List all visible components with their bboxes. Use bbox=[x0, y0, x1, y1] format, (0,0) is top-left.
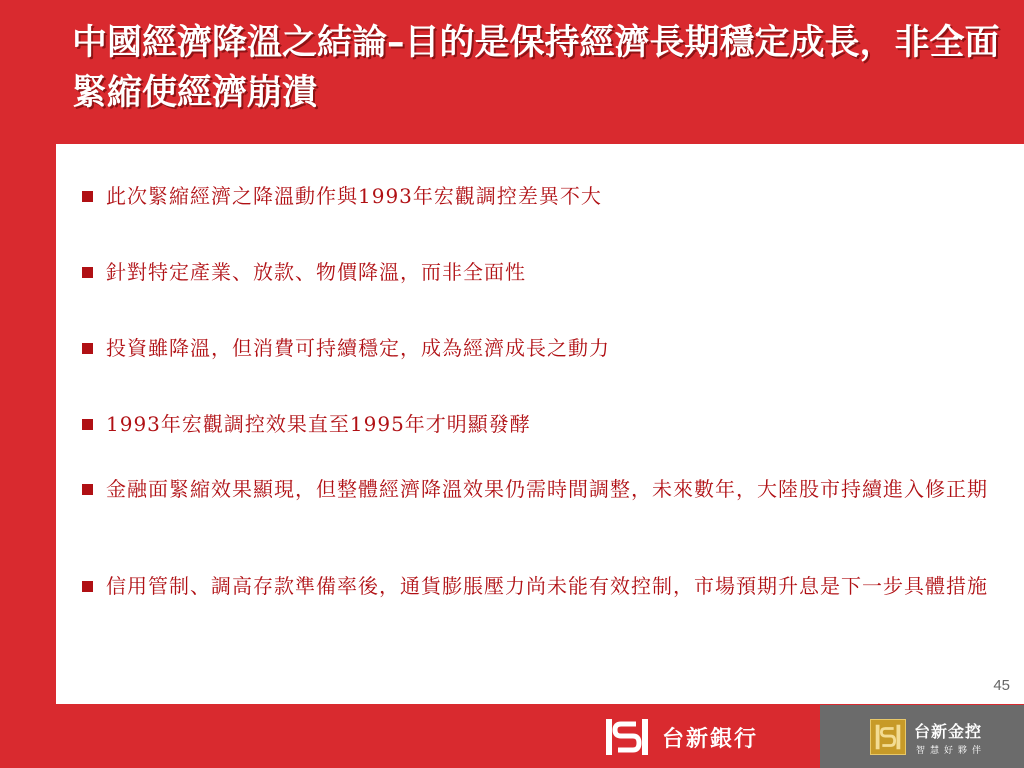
bullet-item bbox=[82, 471, 1002, 508]
bullet-text: 針對特定產業、放款、物價降溫，而非全面性 bbox=[106, 260, 526, 284]
bullet-item bbox=[82, 568, 1002, 605]
holding-brand bbox=[820, 705, 1024, 768]
bank-brand bbox=[604, 715, 758, 759]
slide-title: 中國經濟降溫之結論–目的是保持經濟長期穩定成長，非全面緊縮使經濟崩潰 bbox=[72, 23, 1000, 113]
bullet-text: 1993年宏觀調控效果直至1995年才明顯發酵 bbox=[106, 412, 531, 436]
square-bullet-icon bbox=[82, 581, 93, 592]
bullet-item bbox=[82, 254, 1002, 291]
holding-slogan: 智慧好夥伴 bbox=[916, 746, 987, 756]
square-bullet-icon bbox=[82, 419, 93, 430]
holding-name: 台新金控 bbox=[914, 722, 983, 741]
bullet-list bbox=[56, 144, 1024, 704]
square-bullet-icon bbox=[82, 343, 93, 354]
bullet-text: 金融面緊縮效果顯現，但整體經濟降溫效果仍需時間調整，未來數年，大陸股市持續進入修正期 bbox=[106, 477, 988, 501]
bullet-item bbox=[82, 406, 1002, 443]
bullet-item bbox=[82, 330, 1002, 367]
content-panel bbox=[56, 144, 1024, 704]
bank-name: 台新銀行 bbox=[662, 726, 759, 752]
page-number: 45 bbox=[993, 677, 1010, 694]
taishin-logo-icon bbox=[604, 717, 650, 757]
taishin-holding-logo-icon bbox=[870, 719, 906, 755]
bullet-text: 此次緊縮經濟之降溫動作與1993年宏觀調控差異不大 bbox=[106, 184, 602, 208]
bullet-item bbox=[82, 178, 1002, 215]
bullet-text: 信用管制、調高存款準備率後，通貨膨脹壓力尚未能有效控制，市場預期升息是下一步具體措施 bbox=[106, 574, 988, 598]
square-bullet-icon bbox=[82, 267, 93, 278]
bullet-text: 投資雖降溫，但消費可持續穩定，成為經濟成長之動力 bbox=[106, 336, 610, 360]
square-bullet-icon bbox=[82, 484, 93, 495]
square-bullet-icon bbox=[82, 191, 93, 202]
